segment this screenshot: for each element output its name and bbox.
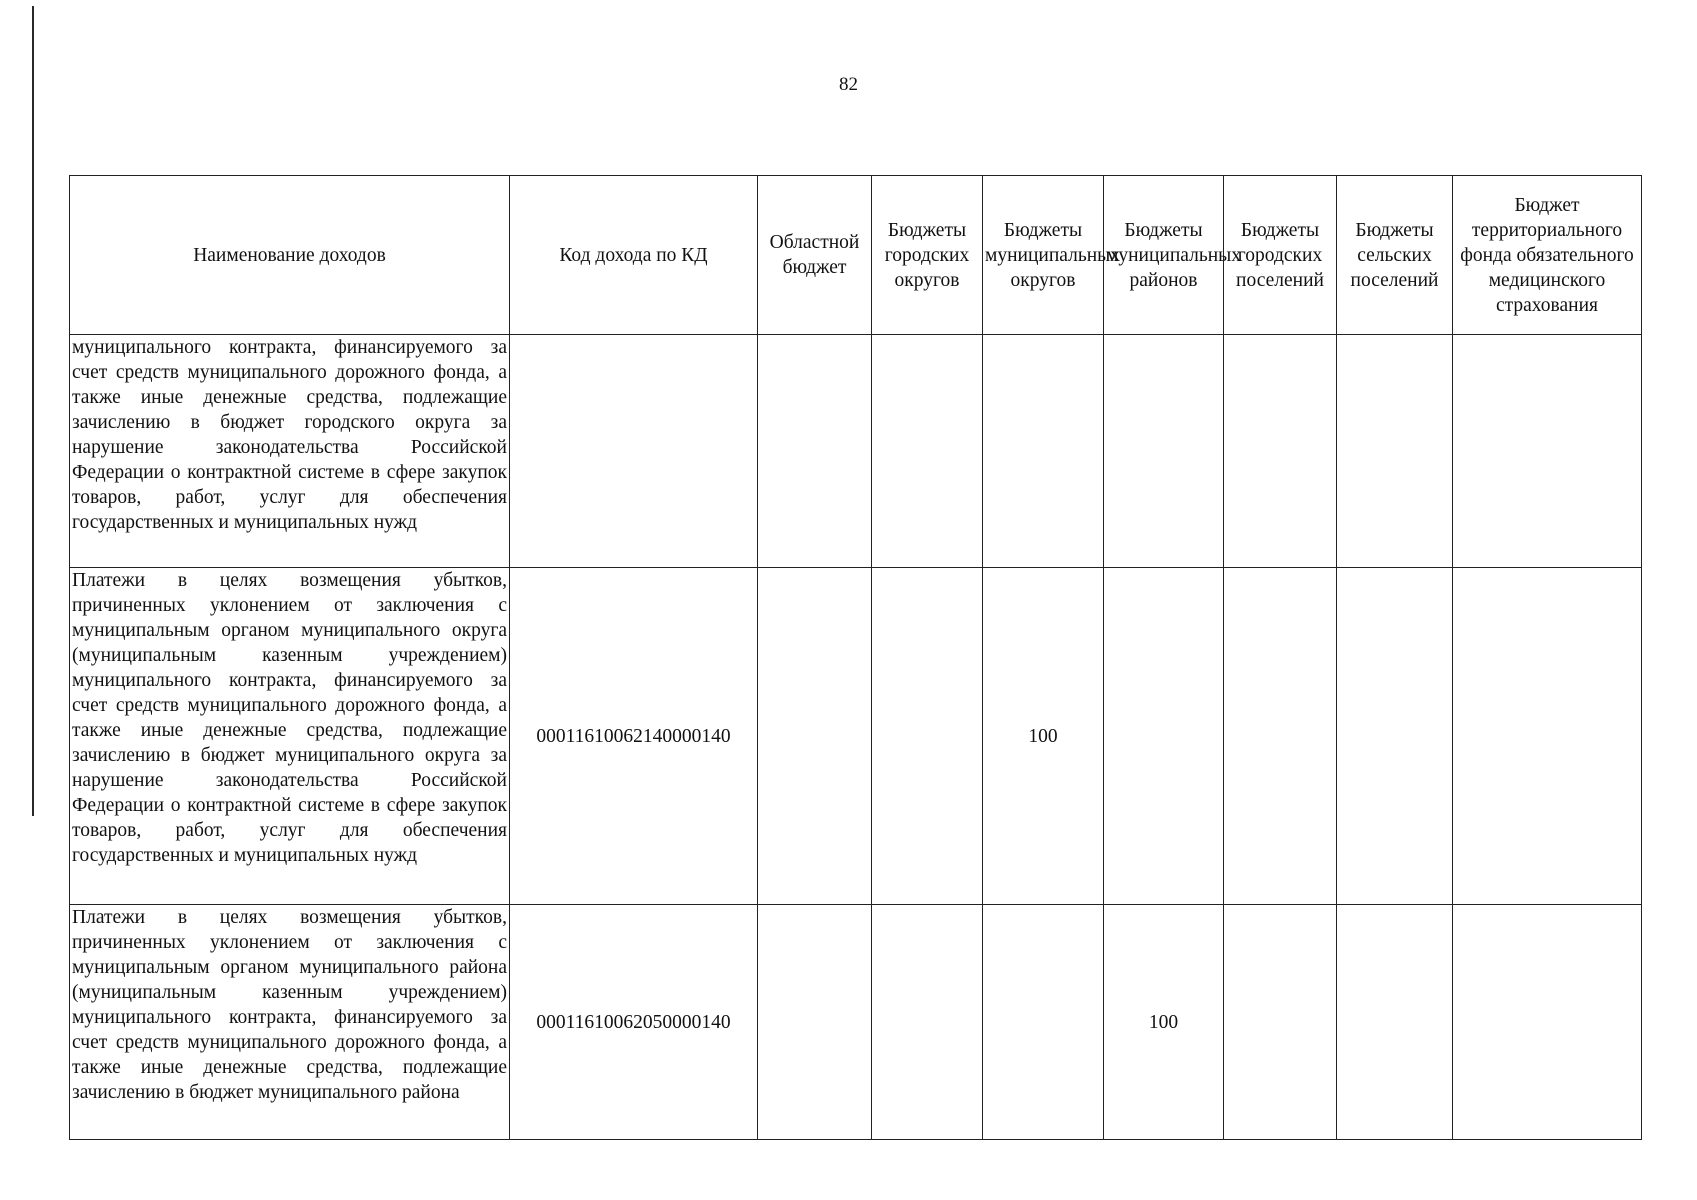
value-cell: [1104, 335, 1224, 568]
value-cell: [1453, 905, 1642, 1140]
value-cell: [1337, 905, 1453, 1140]
table-row: [70, 335, 1642, 568]
value-cell: [1453, 568, 1642, 905]
header-income-name: Наименование доходов: [70, 176, 510, 335]
value-cell: 100: [1104, 905, 1224, 1140]
header-row: [70, 176, 1642, 335]
value-cell: [758, 905, 872, 1140]
value-cell: [758, 335, 872, 568]
scan-margin-line: [32, 6, 34, 816]
value-cell: [1224, 905, 1337, 1140]
income-name-cell: Платежи в целях возмещения убытков, причиненных уклонением от заключения с муниципальным органом муниципального района (муниципальным казенным учреждением) муниципального контракта, финансируемого за счет средств муниципального дорожного фонда, а также иные денежные средства, подлежащие зачислению в бюджет муниципального района: [70, 905, 510, 1140]
value-cell: [872, 568, 983, 905]
value-cell: [1224, 335, 1337, 568]
value-cell: [1453, 335, 1642, 568]
header-income-code: Код дохода по КД: [510, 176, 758, 335]
value-cell: 100: [983, 568, 1104, 905]
value-cell: [983, 905, 1104, 1140]
page-number: 82: [839, 74, 858, 95]
table-row: [70, 568, 1642, 905]
value-cell: [1104, 568, 1224, 905]
income-name-cell: муниципального контракта, финансируемого за счет средств муниципального дорожного фонда, а также иные денежные средства, подлежащие зачислению в бюджет городского округа за нарушение законодательства Российской Федерации о контрактной системе в сфере закупок товаров, работ, услуг для обеспечения государственных и муниципальных нужд: [70, 335, 510, 568]
table-row: [70, 905, 1642, 1140]
value-cell: [983, 335, 1104, 568]
value-cell: [872, 335, 983, 568]
income-code-cell: 00011610062050000140: [510, 905, 758, 1140]
header-municipal-districts: Бюджеты муниципальных округов: [983, 176, 1104, 335]
header-municipal-regions: Бюджеты муниципальных районов: [1104, 176, 1224, 335]
value-cell: [1337, 568, 1453, 905]
header-rural-settlements: Бюджеты сельских поселений: [1337, 176, 1453, 335]
income-name-cell: Платежи в целях возмещения убытков, причиненных уклонением от заключения с муниципальным органом муниципального округа (муниципальным казенным учреждением) муниципального контракта, финансируемого за счет средств муниципального дорожного фонда, а также иные денежные средства, подлежащие зачислению в бюджет муниципального округа за нарушение законодательства Российской Федерации о контрактной системе в сфере закупок товаров, работ, услуг для обеспечения государственных и муниципальных нужд: [70, 568, 510, 905]
revenue-distribution-table: [69, 175, 1642, 1140]
value-cell: [1337, 335, 1453, 568]
income-code-cell: [510, 335, 758, 568]
header-regional-budget: Областной бюджет: [758, 176, 872, 335]
header-city-districts: Бюджеты городских округов: [872, 176, 983, 335]
value-cell: [1224, 568, 1337, 905]
income-code-cell: 00011610062140000140: [510, 568, 758, 905]
header-urban-settlements: Бюджеты городских поселений: [1224, 176, 1337, 335]
value-cell: [758, 568, 872, 905]
header-medical-insurance-fund: Бюджет территориального фонда обязательного медицинского страхования: [1453, 176, 1642, 335]
value-cell: [872, 905, 983, 1140]
